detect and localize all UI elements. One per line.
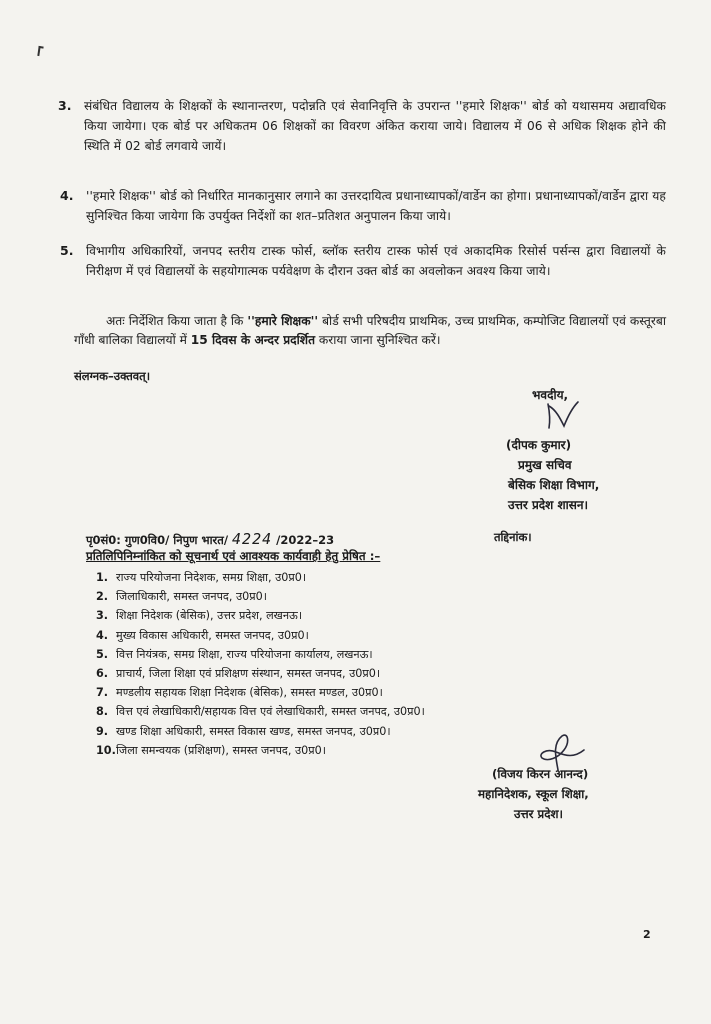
reference-line <box>86 530 532 548</box>
list-item: 3. शिक्षा निदेशक (बेसिक), उत्तर प्रदेश, लखनऊ। <box>96 609 303 623</box>
closing-text: अतः निर्देशित किया जाता है कि <box>106 314 248 328</box>
list-item: 10.जिला समन्वयक (प्रशिक्षण), समस्त जनपद, उ0प्र0। <box>96 743 326 757</box>
signatory-government: उत्तर प्रदेश शासन। <box>508 498 589 512</box>
reference-number: 4224 <box>232 530 273 548</box>
list-item: 9. खण्ड शिक्षा अधिकारी, समस्त विकास खण्ड, समस्त जनपद, उ0प्र0। <box>96 724 391 738</box>
closing-text: कराया जाना सुनिश्चित करें। <box>315 333 441 347</box>
point-number: 4. <box>60 188 74 203</box>
signatory-designation: महानिदेशक, स्कूल शिक्षा, <box>478 787 589 801</box>
list-item: 2. जिलाधिकारी, समस्त जनपद, उ0प्र0। <box>96 590 267 604</box>
signatory-state: उत्तर प्रदेश। <box>514 807 564 821</box>
reference-prefix: पृ0सं0: गुण0वि0/ निपुण भारत/ <box>86 533 229 547</box>
list-item: 6. प्राचार्य, जिला शिक्षा एवं प्रशिक्षण संस्थान, समस्त जनपद, उ0प्र0। <box>96 667 381 681</box>
enclosure-note: संलग्नक–उक्तवत्। <box>74 369 151 383</box>
signatory-name: (दीपक कुमार) <box>506 438 572 452</box>
point-number: 5. <box>60 243 74 258</box>
closing-board-name: ''हमारे शिक्षक'' <box>247 314 319 328</box>
corner-mark <box>37 46 40 56</box>
closing-paragraph <box>74 312 666 350</box>
copy-recipient-list <box>96 568 425 760</box>
point-text: ''हमारे शिक्षक'' बोर्ड को निर्धारित मानकानुसार लगाने का उत्तरदायित्व प्रधानाध्यापकों/वार्डेन का होगा। प्रधानाध्यापकों/वार्डेन द्वारा यह सुनिश्चित किया जायेगा कि उपर्युक्त निर्देशों का शत–प्रतिशत अनुपालन किया जाये। <box>86 189 666 223</box>
signatory-department: बेसिक शिक्षा विभाग, <box>508 478 600 492</box>
point-text: संबंधित विद्यालय के शिक्षकों के स्थानान्तरण, पदोन्नति एवं सेवानिवृत्ति के उपरान्त ''हमारे शिक्षक'' बोर्ड को यथासमय अद्यावधिक किया जायेगा। एक बोर्ड पर अधिकतम 06 शिक्षकों का विवरण अंकित कराया जाये। विद्यालय में 06 से अधिक शिक्षक होने की स्थिति में 02 बोर्ड लगवाये जायें। <box>84 99 666 153</box>
list-item: 5. वित्त नियंत्रक, समग्र शिक्षा, राज्य परियोजना कार्यालय, लखनऊ। <box>96 647 373 661</box>
point-number: 3. <box>58 98 72 113</box>
closing-text: बोर्ड सभी परिषदीय प्राथमिक, उच्च प्राथमिक, कम्पोजिट विद्यालयों एवं कस्तूरबा गाँधी बालिका विद्यालयों में <box>74 314 666 347</box>
list-item: 8. वित्त एवं लेखाधिकारी/सहायक वित्त एवं लेखाधिकारी, समस्त जनपद, उ0प्र0। <box>96 705 425 719</box>
instruction-point-4 <box>60 186 666 226</box>
reference-year: /2022–23 <box>276 533 335 547</box>
closing-deadline: 15 दिवस के अन्दर प्रदर्शित <box>190 333 316 347</box>
list-item: 1. राज्य परियोजना निदेशक, समग्र शिक्षा, उ0प्र0। <box>96 571 307 584</box>
reference-date: तद्दिनांक। <box>494 530 532 544</box>
copy-heading: प्रतिलिपिनिम्नांकित को सूचनार्थ एवं आवश्यक कार्यवाही हेतु प्रेषित :– <box>86 549 381 563</box>
signatory-designation: प्रमुख सचिव <box>518 458 572 472</box>
instruction-point-5 <box>60 241 666 281</box>
page-number: 2 <box>643 928 651 941</box>
point-text: विभागीय अधिकारियों, जनपद स्तरीय टास्क फोर्स, ब्लॉक स्तरीय टास्क फोर्स एवं अकादमिक रिसोर्स पर्सन्स द्वारा विद्यालयों के निरीक्षण में एवं विद्यालयों के सहयोगात्मक पर्यवेक्षण के दौरान उक्त बोर्ड का अवलोकन अवश्य किया जाये। <box>86 244 666 278</box>
list-item: 7. मण्डलीय सहायक शिक्षा निदेशक (बेसिक), समस्त मण्डल, उ0प्र0। <box>96 686 383 700</box>
instruction-point-3 <box>58 96 666 156</box>
handwritten-signature <box>544 398 584 432</box>
regards-text: भवदीय, <box>532 388 569 402</box>
signatory-name: (विजय किरन आनन्द) <box>492 767 589 781</box>
list-item: 4. मुख्य विकास अधिकारी, समस्त जनपद, उ0प्र0। <box>96 628 309 642</box>
